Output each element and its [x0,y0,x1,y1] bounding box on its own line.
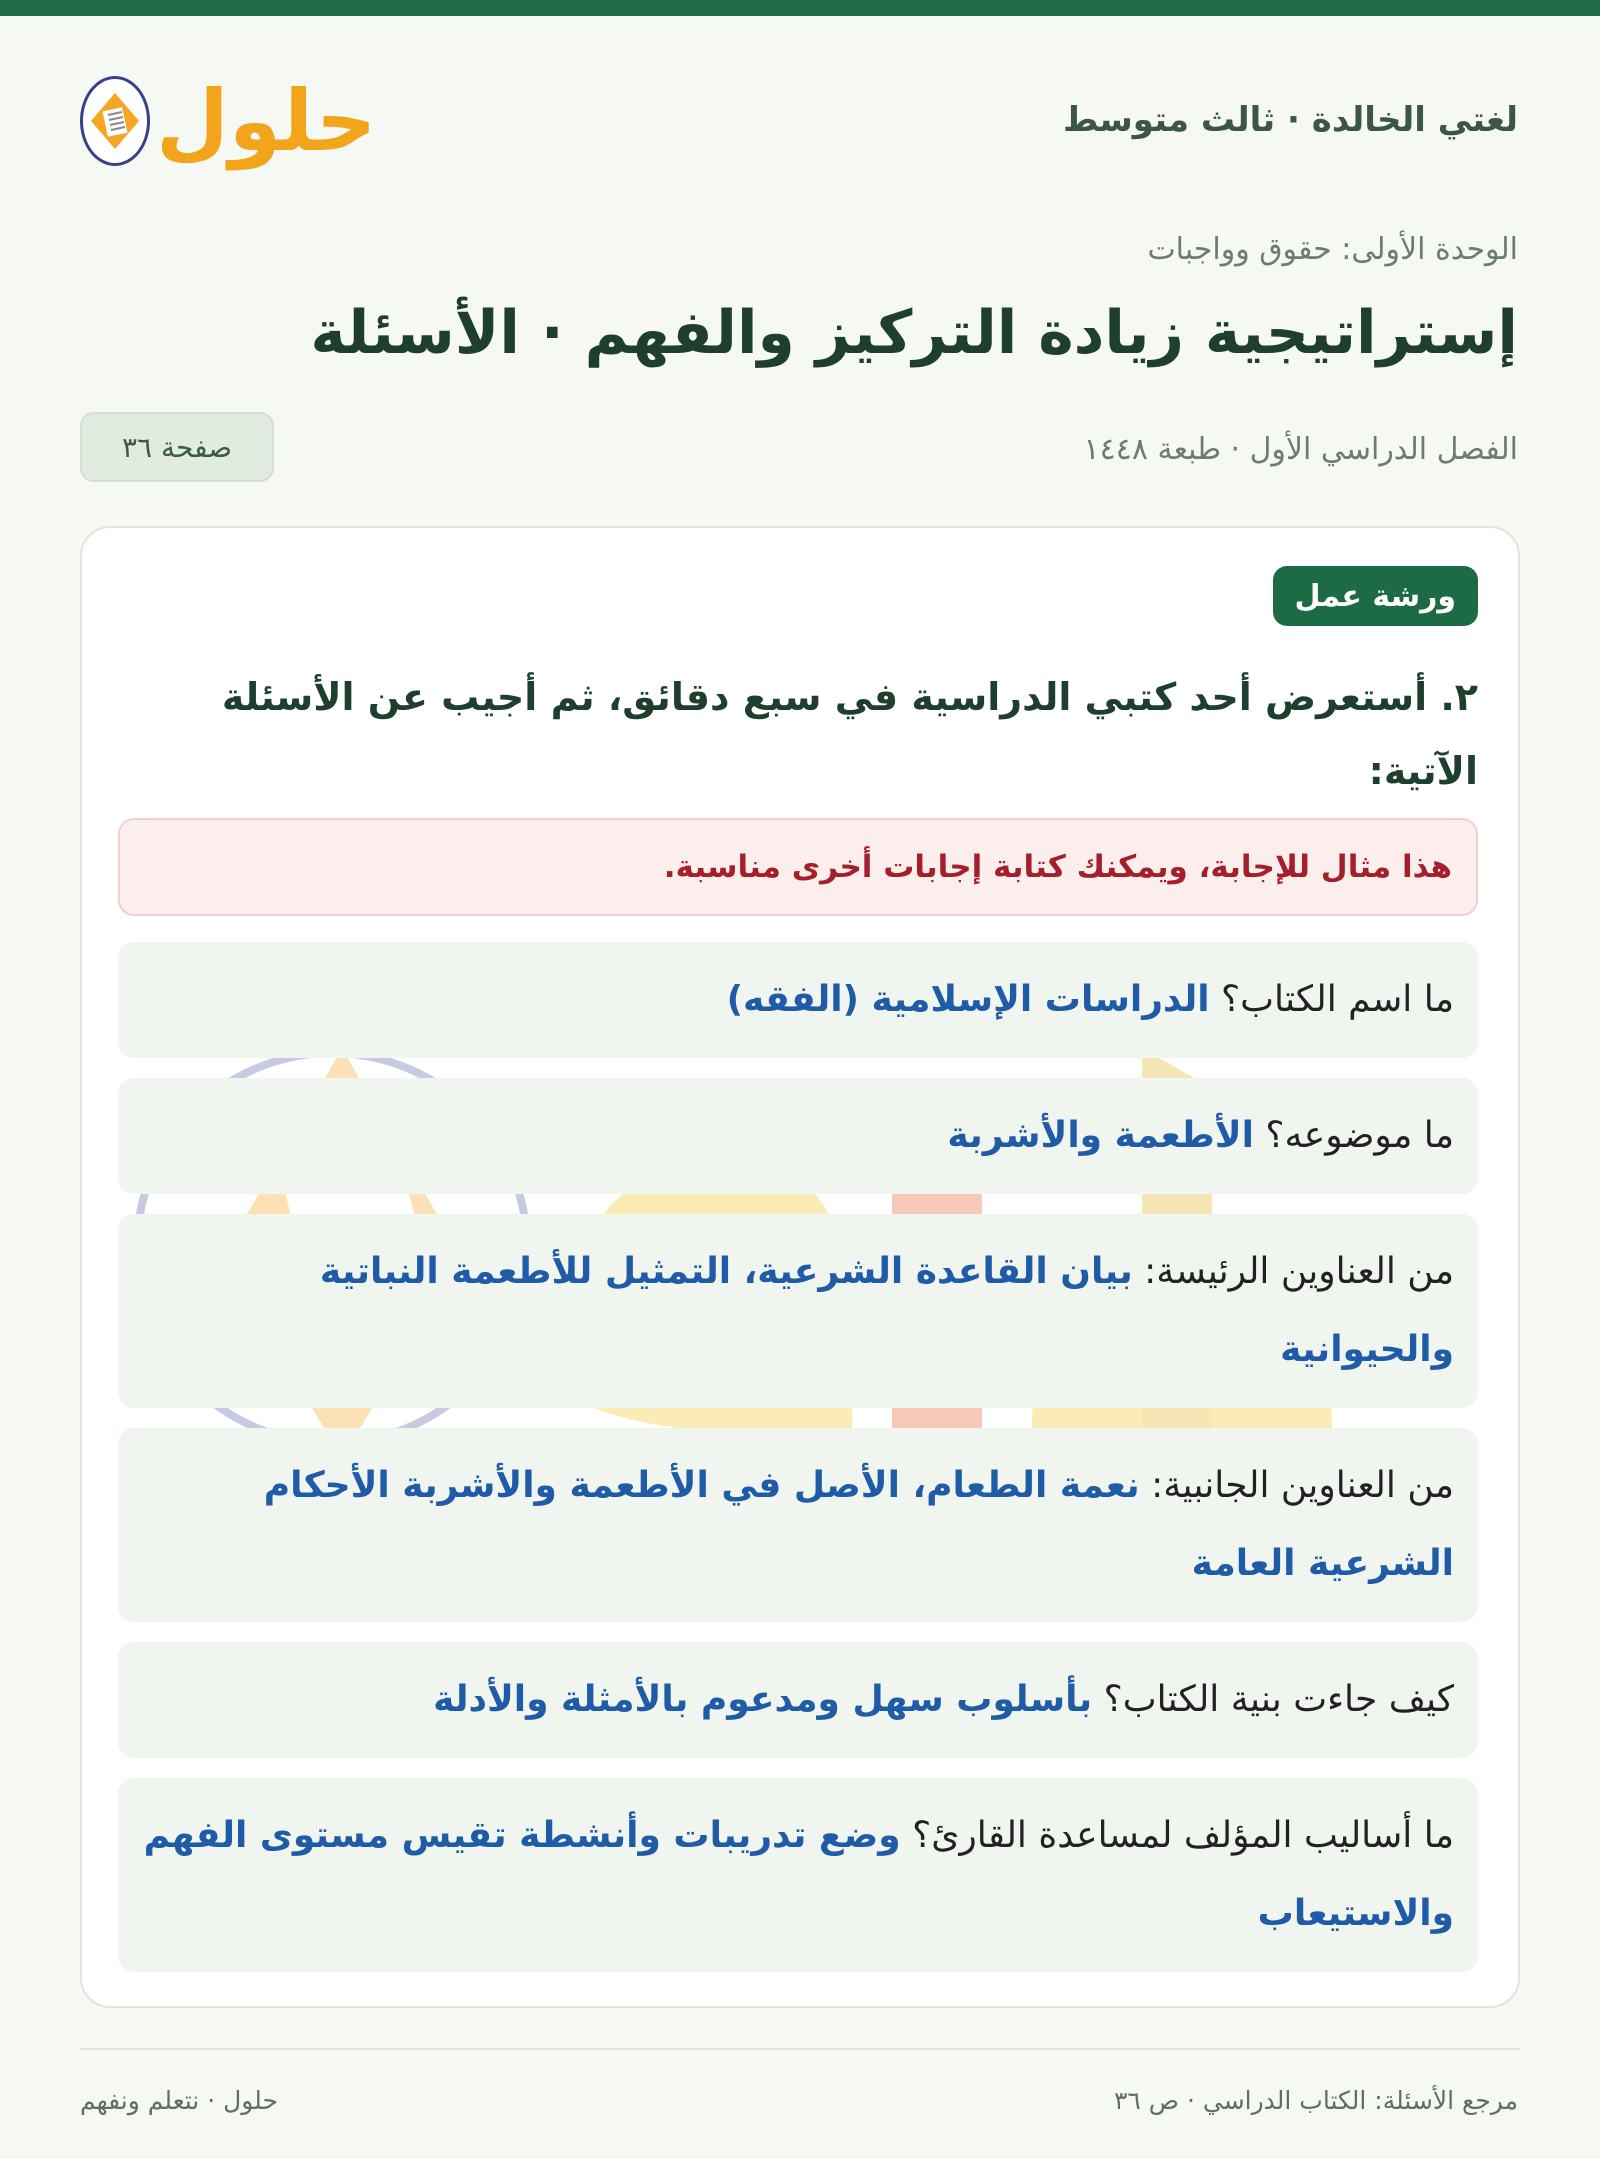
workshop-badge: ورشة عمل [1273,566,1478,626]
qa-item [118,1428,1478,1622]
qa-question: ما أساليب المؤلف لمساعدة القارئ؟ [912,1815,1454,1856]
term-edition: الفصل الدراسي الأول · طبعة ١٤٤٨ [1083,432,1518,467]
qa-answer: بأسلوب سهل ومدعوم بالأمثلة والأدلة [433,1679,1093,1720]
page-title: إستراتيجية زيادة التركيز والفهم · الأسئلة [310,298,1518,368]
qa-answer: الأطعمة والأشربة [947,1115,1254,1156]
answer-note: هذا مثال للإجابة، ويمكنك كتابة إجابات أخرى مناسبة. [118,818,1478,916]
footer-divider [80,2048,1520,2050]
footer-brand[interactable]: حلول · نتعلم ونفهم [80,2086,278,2115]
site-logo[interactable] [80,66,377,176]
qa-item [118,1214,1478,1408]
qa-answer: الدراسات الإسلامية (الفقه) [726,979,1210,1020]
top-accent-bar [0,0,1600,16]
logo-book-icon [80,76,150,166]
qa-question: ما موضوعه؟ [1265,1115,1454,1156]
logo-wordmark: حلول [156,72,377,170]
qa-question: من العناوين الرئيسة: [1144,1251,1454,1292]
qa-question: ما اسم الكتاب؟ [1221,979,1454,1020]
qa-item [118,1078,1478,1194]
qa-question: من العناوين الجانبية: [1151,1465,1454,1506]
qa-item [118,942,1478,1058]
question-prompt: ٢. أستعرض أحد كتبي الدراسية في سبع دقائق، ثم أجيب عن الأسئلة الآتية: [221,675,1478,793]
workshop-card [80,526,1520,2008]
footer-reference: مرجع الأسئلة: الكتاب الدراسي · ص ٣٦ [1113,2086,1518,2115]
subject-title: لغتي الخالدة · ثالث متوسط [1062,100,1518,140]
qa-answer: نعمة الطعام، الأصل في الأطعمة والأشربة الأحكام الشرعية العامة [263,1465,1454,1584]
qa-question: كيف جاءت بنية الكتاب؟ [1103,1679,1454,1720]
qa-item [118,1778,1478,1972]
qa-item [118,1642,1478,1758]
unit-title: الوحدة الأولى: حقوق وواجبات [1147,232,1518,267]
qa-answer: وضع تدريبات وأنشطة تقيس مستوى الفهم والاستيعاب [143,1815,1454,1934]
page-number-chip: صفحة ٣٦ [80,412,274,482]
qa-answer: بيان القاعدة الشرعية، التمثيل للأطعمة النباتية والحيوانية [319,1251,1454,1370]
